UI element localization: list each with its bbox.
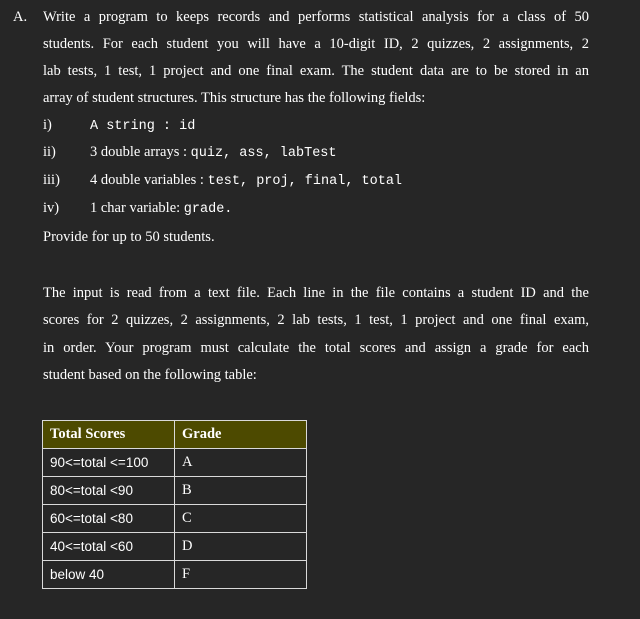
provide-line: Provide for up to 50 students.	[43, 229, 215, 245]
score-range-cell: below 40	[43, 561, 175, 589]
paragraph-line: scores for 2 quizzes, 2 assignments, 2 lab tests, 1 test, 1 project and one final exam,	[43, 312, 589, 328]
paragraph-line: lab tests, 1 test, 1 project and one final exam. The student data are to be stored in an	[43, 63, 589, 79]
field-description	[90, 199, 232, 219]
grade-cell: C	[175, 505, 307, 533]
paragraph-line: in order. Your program must calculate the total scores and assign a grade for each	[43, 340, 589, 356]
table-row	[43, 505, 307, 533]
grade-cell: F	[175, 561, 307, 589]
grade-cell: D	[175, 533, 307, 561]
grade-cell: B	[175, 477, 307, 505]
field-number: iv)	[43, 200, 60, 216]
table-row	[43, 449, 307, 477]
field-description	[90, 143, 337, 163]
score-range-cell: 90<=total <=100	[43, 449, 175, 477]
grade-table	[42, 420, 307, 589]
table-row	[43, 477, 307, 505]
section-label: A.	[13, 9, 28, 25]
field-number: i)	[43, 117, 52, 133]
field-code: quiz, ass, labTest	[190, 146, 337, 161]
field-prefix: 1 char variable:	[90, 200, 184, 216]
paragraph-line: array of student structures. This structure has the following fields:	[43, 90, 426, 106]
table-header-row	[43, 421, 307, 449]
field-number: iii)	[43, 172, 60, 188]
field-description	[90, 171, 402, 191]
field-code: test, proj, final, total	[207, 174, 403, 189]
paragraph-line: Write a program to keeps records and performs statistical analysis for a class of 50	[43, 9, 589, 25]
score-range-cell: 60<=total <80	[43, 505, 175, 533]
field-prefix: 3 double arrays :	[90, 144, 191, 160]
field-code: A string : id	[90, 119, 196, 134]
paragraph-line: The input is read from a text file. Each line in the file contains a student ID and the	[43, 285, 589, 301]
table-row	[43, 561, 307, 589]
header-grade: Grade	[175, 421, 307, 449]
score-range-cell: 80<=total <90	[43, 477, 175, 505]
field-number: ii)	[43, 144, 56, 160]
grade-cell: A	[175, 449, 307, 477]
score-range-cell: 40<=total <60	[43, 533, 175, 561]
field-prefix: 4 double variables :	[90, 172, 208, 188]
header-total-scores: Total Scores	[43, 421, 175, 449]
field-code: grade.	[183, 202, 233, 217]
table-row	[43, 533, 307, 561]
paragraph-line: student based on the following table:	[43, 367, 257, 383]
field-description	[90, 116, 195, 136]
paragraph-line: students. For each student you will have a 10-digit ID, 2 quizzes, 2 assignments, 2	[43, 36, 589, 52]
